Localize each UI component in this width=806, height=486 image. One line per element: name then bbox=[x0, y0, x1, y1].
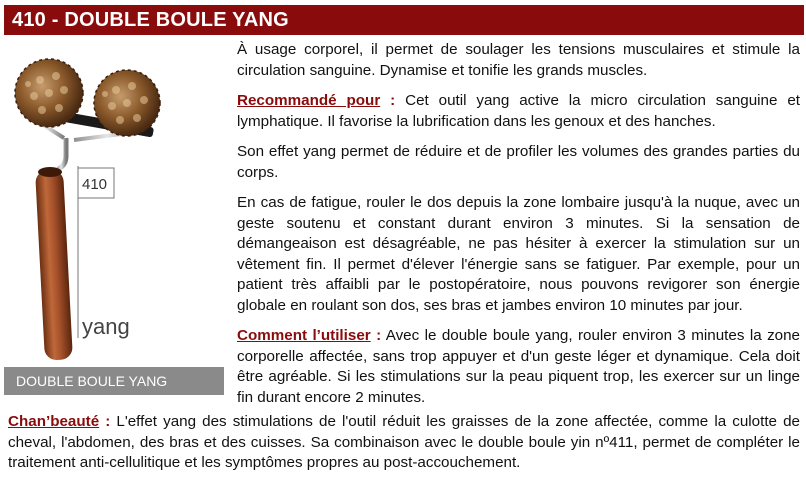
utiliser-paragraph bbox=[237, 326, 800, 408]
roller-ball-right bbox=[94, 70, 160, 136]
recommande-separator: : bbox=[380, 92, 396, 109]
utiliser-label: Comment l’utiliser bbox=[237, 327, 371, 344]
beaute-text: L'effet yang des stimulations de l'outil réduit les graisses de la zone affectée, comme la culotte de cheval, l'abdomen, des bras et des cuisses. Sa combinaison avec le double boule yin nº411, permet de compléter le traitement anti-cellulitique et les symptômes propres au post-accouchement. bbox=[8, 413, 800, 471]
double-roller-illustration bbox=[4, 38, 224, 394]
frame-neck bbox=[56, 138, 66, 172]
fatigue-paragraph: En cas de fatigue, rouler le dos depuis la zone lombaire jusqu'à la nuque, avec un geste soutenu et constant durant environ 3 minutes. Si la sensation de démangeaison est désagréable, ne pas hésiter à exercer la stimulation sur un vêtement fin. Il permet d'élever l'énergie sans se fatiguer. Par exemple, pour un patient très affaibli par le postopératoire, nous pouvons revigorer son énergie globale en roulant son dos, ses bras et jambes environ 10 minutes par jour. bbox=[237, 194, 800, 314]
description-column bbox=[237, 40, 800, 418]
intro-paragraph: À usage corporel, il permet de soulager les tensions musculaires et stimule la circulation sanguine. Dynamise et tonifie les grands muscles. bbox=[237, 41, 800, 79]
product-caption: DOUBLE BOULE YANG bbox=[4, 367, 224, 395]
wooden-handle bbox=[35, 169, 73, 360]
utiliser-separator: : bbox=[370, 327, 382, 344]
roller-ball-left bbox=[15, 59, 83, 127]
reference-tag-word: yang bbox=[82, 314, 130, 339]
reference-tag-number: 410 bbox=[82, 176, 108, 193]
recommande-text: Cet outil yang active la micro circulation sanguine et lymphatique. Il favorise la lubrification dans les genoux et des hanches. bbox=[237, 92, 800, 130]
recommande-label: Recommandé pour bbox=[237, 92, 381, 109]
recommande-paragraph bbox=[237, 91, 800, 132]
utiliser-text: Avec le double boule yang, rouler environ 3 minutes la zone corporelle affectée, sans trop appuyer et d'un geste léger et dynamique. Cela doit être agréable. Si les stimulations sur la peau piquent trop, les exercer sur un linge fin durant encore 2 minutes. bbox=[237, 327, 801, 406]
product-image bbox=[4, 38, 224, 394]
beaute-separator: : bbox=[99, 413, 111, 430]
effet-paragraph: Son effet yang permet de réduire et de profiler les volumes des grandes parties du corps. bbox=[237, 143, 800, 181]
beaute-paragraph bbox=[8, 412, 800, 474]
beaute-label: Chan’beauté bbox=[8, 413, 100, 430]
page-title: 410 - DOUBLE BOULE YANG bbox=[4, 5, 804, 35]
